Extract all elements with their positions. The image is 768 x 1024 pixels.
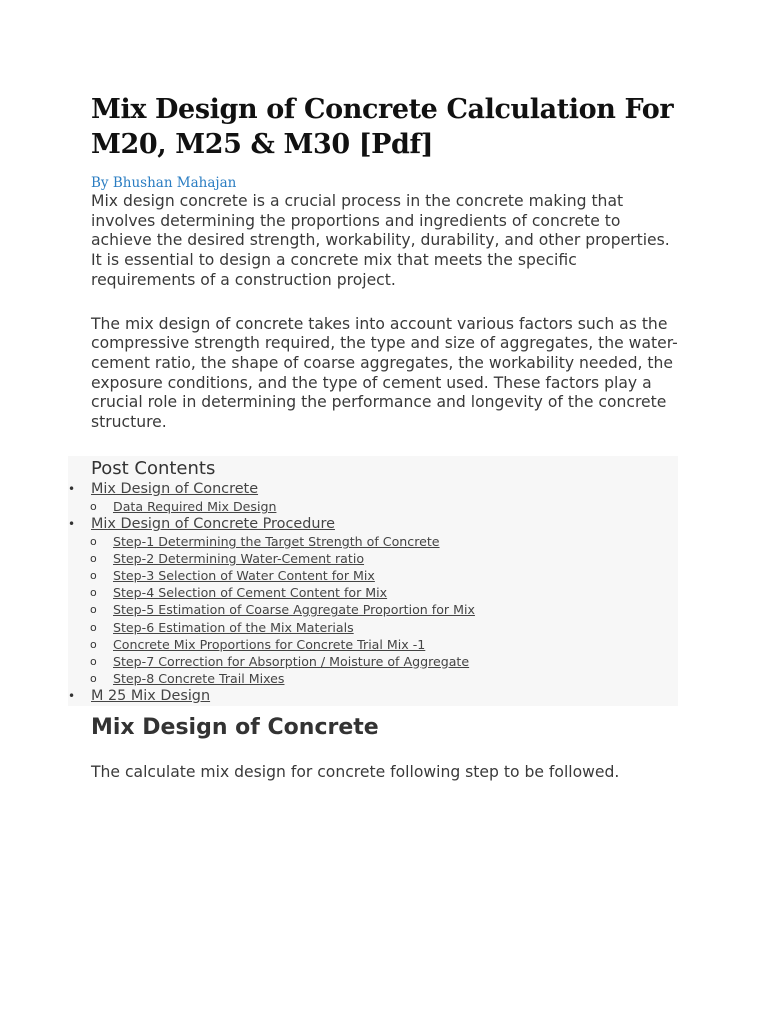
toc-link[interactable]: Mix Design of Concrete	[91, 481, 259, 497]
toc-link[interactable]: Step-6 Estimation of the Mix Materials	[113, 619, 354, 635]
circle-bullet-icon: o	[90, 535, 97, 549]
toc-item	[68, 567, 678, 584]
circle-bullet-icon: o	[90, 654, 97, 668]
toc-item	[68, 584, 678, 601]
toc-link[interactable]: Step-1 Determining the Target Strength of Concrete	[113, 534, 440, 550]
toc-link[interactable]: Step-5 Estimation of Coarse Aggregate Proportion for Mix	[113, 602, 475, 618]
toc-item	[68, 687, 678, 705]
bullet-icon: •	[68, 517, 76, 532]
toc-item	[68, 480, 678, 498]
toc-item	[68, 515, 678, 533]
toc-link[interactable]: M 25 Mix Design	[91, 687, 211, 704]
bullet-icon: •	[68, 482, 76, 496]
article-title: Mix Design of Concrete Calculation For M20, M25 & M30 [Pdf]	[91, 94, 674, 160]
intro-paragraph: Mix design concrete is a crucial process in the concrete making that involves determining the proportions and ingredients of concrete to achieve the desired strength, workability, durability, and other properties. It is essential to design a concrete mix that meets the specific requirements of a construction project.	[91, 192, 670, 289]
toc-item	[68, 619, 678, 636]
article-header	[91, 92, 679, 433]
toc-link[interactable]: Step-8 Concrete Trail Mixes	[113, 670, 285, 686]
toc-link[interactable]: Mix Design of Concrete Procedure	[91, 516, 335, 533]
toc-link[interactable]: Concrete Mix Proportions for Concrete Trial Mix -1	[113, 636, 426, 652]
circle-bullet-icon: o	[90, 603, 97, 617]
circle-bullet-icon: o	[90, 620, 97, 634]
factors-paragraph: The mix design of concrete takes into account various factors such as the compressive strength required, the type and size of aggregates, the water-cement ratio, the shape of coarse aggregates, the workability needed, the exposure conditions, and the type of cement used. These factors play a crucial role in determining the performance and longevity of the concrete structure.	[91, 314, 678, 432]
toc-link[interactable]: Step-2 Determining Water-Cement ratio	[113, 551, 365, 567]
circle-bullet-icon: o	[90, 552, 97, 566]
circle-bullet-icon: o	[90, 637, 97, 651]
toc-list	[68, 480, 678, 705]
toc-item	[68, 601, 678, 618]
toc-item	[68, 498, 678, 515]
toc-item	[68, 653, 678, 670]
author-byline[interactable]: By Bhushan Mahajan	[91, 175, 237, 191]
toc-link[interactable]: Step-7 Correction for Absorption / Moisture of Aggregate	[113, 653, 470, 669]
section-heading: Mix Design of Concrete	[91, 715, 379, 740]
table-of-contents	[68, 456, 678, 706]
toc-link[interactable]: Data Required Mix Design	[113, 499, 277, 514]
toc-title: Post Contents	[91, 458, 216, 479]
toc-link[interactable]: Step-4 Selection of Cement Content for Mix	[113, 585, 388, 601]
toc-item	[68, 533, 678, 550]
section-paragraph: The calculate mix design for concrete following step to be followed.	[91, 763, 620, 781]
toc-link[interactable]: Step-3 Selection of Water Content for Mix	[113, 568, 375, 584]
circle-bullet-icon: o	[90, 671, 97, 685]
circle-bullet-icon: o	[90, 500, 97, 513]
circle-bullet-icon: o	[90, 569, 97, 583]
circle-bullet-icon: o	[90, 586, 97, 600]
toc-item	[68, 550, 678, 567]
toc-item	[68, 670, 678, 687]
toc-item	[68, 636, 678, 653]
bullet-icon: •	[68, 688, 76, 703]
